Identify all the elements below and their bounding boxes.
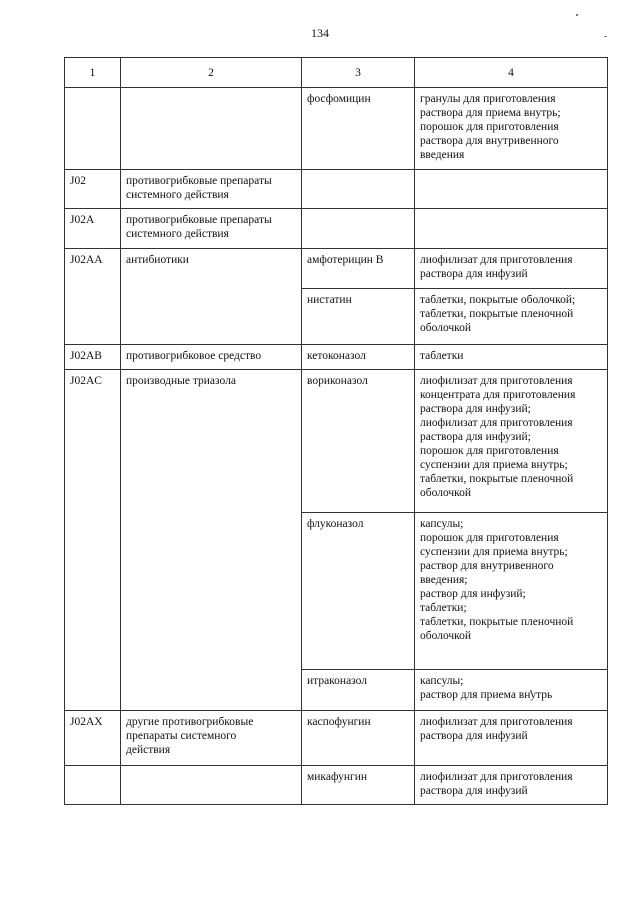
atc-code-cell: J02 [65, 170, 121, 209]
table-row [65, 209, 608, 249]
drug-name-cell: вориконазол [302, 370, 415, 513]
group-name-cell [121, 766, 302, 805]
atc-code-cell: J02AX [65, 711, 121, 766]
atc-code-cell: J02AC [65, 370, 121, 711]
table-row [65, 370, 608, 513]
table-row [65, 766, 608, 805]
header-cell-col4: 4 [415, 58, 608, 88]
drug-name-cell: микафунгин [302, 766, 415, 805]
header-cell-col2: 2 [121, 58, 302, 88]
dosage-form-cell [415, 170, 608, 209]
atc-code-cell: J02AB [65, 345, 121, 370]
table-row [65, 249, 608, 289]
group-name-cell: антибиотики [121, 249, 302, 345]
scan-speck [576, 14, 578, 16]
header-cell-col3: 3 [302, 58, 415, 88]
dosage-form-cell: таблетки, покрытые оболочкой; таблетки, покрытые пленочной оболочкой [415, 289, 608, 345]
drug-name-cell [302, 209, 415, 249]
group-name-cell: производные триазола [121, 370, 302, 711]
dosage-form-cell [415, 209, 608, 249]
group-name-cell: противогрибковые препараты системного действия [121, 209, 302, 249]
dosage-form-cell: капсулы; раствор для приема внутрь [415, 670, 608, 711]
table-header-row [65, 58, 608, 88]
header-cell-col1: 1 [65, 58, 121, 88]
atc-code-cell [65, 766, 121, 805]
dosage-form-cell: лиофилизат для приготовления раствора для инфузий [415, 249, 608, 289]
scan-speck [604, 36, 607, 37]
drug-name-cell: нистатин [302, 289, 415, 345]
page-number: 134 [311, 26, 329, 40]
dosage-form-cell: лиофилизат для приготовления раствора для инфузий [415, 711, 608, 766]
medication-table [64, 57, 608, 805]
drug-name-cell [302, 170, 415, 209]
dosage-form-cell: гранулы для приготовления раствора для приема внутрь; порошок для приготовления раствора для внутривенного введения [415, 88, 608, 170]
group-name-cell: другие противогрибковые препараты системного действия [121, 711, 302, 766]
table-row [65, 170, 608, 209]
drug-name-cell: фосфомицин [302, 88, 415, 170]
drug-name-cell: итраконазол [302, 670, 415, 711]
table-row [65, 345, 608, 370]
dosage-form-cell: лиофилизат для приготовления концентрата для приготовления раствора для инфузий; лиофилизат для приготовления раствора для инфузий; порошок для приготовления суспензии для приема внутрь; таблетки, покрытые пленочной оболочкой [415, 370, 608, 513]
drug-name-cell: флуконазол [302, 513, 415, 670]
group-name-cell: противогрибковые препараты системного действия [121, 170, 302, 209]
drug-name-cell: кетоконазол [302, 345, 415, 370]
atc-code-cell: J02AA [65, 249, 121, 345]
atc-code-cell: J02A [65, 209, 121, 249]
dosage-form-cell: лиофилизат для приготовления раствора для инфузий [415, 766, 608, 805]
table-row [65, 88, 608, 170]
table-row [65, 711, 608, 766]
atc-code-cell [65, 88, 121, 170]
drug-name-cell: каспофунгин [302, 711, 415, 766]
dosage-form-cell: капсулы; порошок для приготовления суспензии для приема внутрь; раствор для внутривенного введения; раствор для инфузий; таблетки; таблетки, покрытые пленочной оболочкой [415, 513, 608, 670]
drug-name-cell: амфотерицин В [302, 249, 415, 289]
group-name-cell: противогрибковое средство [121, 345, 302, 370]
group-name-cell [121, 88, 302, 170]
dosage-form-cell: таблетки [415, 345, 608, 370]
